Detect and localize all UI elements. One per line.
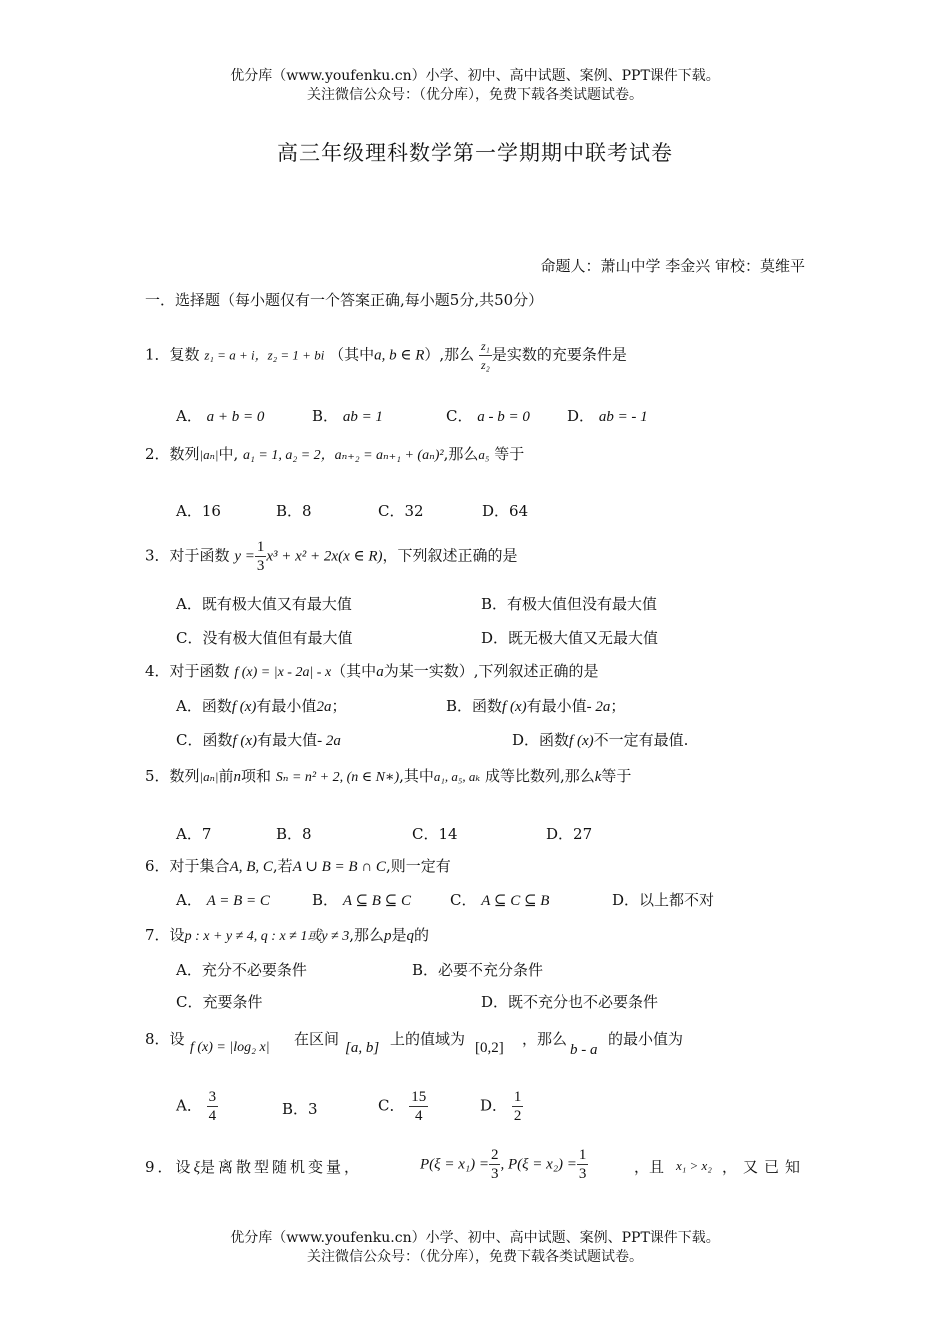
- question-text: 等于: [494, 445, 525, 463]
- option-text: ；: [331, 697, 347, 715]
- question-4: [145, 660, 598, 681]
- option-c: C．充要条件: [176, 993, 263, 1011]
- option-label: D．: [567, 407, 595, 425]
- option-a: [176, 1088, 218, 1125]
- question-9-number: [145, 1156, 362, 1177]
- math-expression: 2a: [316, 699, 332, 715]
- option-c: C．32: [378, 502, 424, 520]
- fraction-numerator: 1: [256, 539, 265, 555]
- option-label: A．: [176, 891, 202, 909]
- question-7: [145, 924, 429, 945]
- question-1: [145, 337, 627, 374]
- fraction-numerator: z₁: [479, 337, 492, 356]
- option-d: D．64: [482, 502, 529, 520]
- fraction-denominator: 4: [208, 1108, 217, 1124]
- option-value: ab = 1: [342, 409, 383, 425]
- option-b: B．8: [276, 502, 312, 520]
- question-number: 9．: [145, 1158, 176, 1176]
- fraction: [207, 1088, 219, 1125]
- question-text: 是实数的充要条件是: [491, 345, 627, 364]
- math-expression: p: [384, 928, 392, 944]
- question-text: 对于集合: [169, 857, 230, 875]
- option-c: [378, 1088, 428, 1125]
- question-text: 是离散型随机变量，: [200, 1158, 363, 1176]
- question-text: 等于: [601, 767, 632, 785]
- fraction: [577, 1146, 589, 1183]
- option-label: C．: [378, 1096, 405, 1115]
- math-expression: f (x): [232, 733, 258, 749]
- option-a: A．7: [176, 825, 212, 843]
- question-number: 1．: [145, 345, 170, 364]
- question-text: （其中: [331, 662, 377, 680]
- option-d: D．既不充分也不必要条件: [481, 993, 659, 1011]
- math-expression: - 2a: [317, 733, 341, 749]
- fraction-denominator: 3: [256, 558, 265, 574]
- math-expression: n: [233, 769, 241, 785]
- question-number: 6．: [145, 857, 170, 875]
- math-expression: x₁ > x₂: [676, 1158, 712, 1173]
- math-expression: a, b ∈ R: [374, 347, 425, 364]
- fraction-numerator: 2: [490, 1147, 499, 1163]
- fraction-denominator: z₂: [480, 358, 490, 372]
- option-label: B．: [312, 891, 339, 909]
- question-number: 3．: [145, 546, 170, 565]
- fraction: [479, 337, 492, 374]
- question-2: [145, 443, 524, 464]
- math-expression: f (x) = |x - 2a| - x: [234, 665, 332, 680]
- question-3: [145, 538, 518, 575]
- option-c: C．14: [412, 825, 458, 843]
- math-expression: a₁, a₅, aₖ: [433, 769, 481, 784]
- option-value: a + b = 0: [206, 409, 265, 425]
- option-a: A．既有极大值又有最大值: [176, 595, 352, 613]
- option-label: D．: [480, 1096, 508, 1115]
- math-expression: f (x): [502, 699, 527, 715]
- option-d: D．以上都不对: [612, 891, 715, 909]
- math-expression: k: [594, 769, 602, 785]
- option-value: ab = - 1: [598, 409, 648, 425]
- math-expression: q: [406, 928, 415, 944]
- option-text: 不一定有最值.: [593, 731, 689, 749]
- math-expression: a₅: [478, 447, 490, 462]
- math-expression: b - a: [570, 1042, 598, 1058]
- option-d: D．既无极大值又无最大值: [481, 629, 659, 647]
- option-label: C．: [450, 891, 477, 909]
- question-text: 复数: [169, 345, 200, 364]
- fraction: [255, 538, 267, 575]
- question-text: 设: [169, 926, 185, 944]
- math-expression: - 2a: [586, 699, 611, 715]
- math-expression: f (x): [569, 733, 594, 749]
- option-text: 有最小值: [256, 697, 317, 715]
- question-text: （其中: [329, 345, 375, 364]
- math-expression: P(ξ = x₁) =: [420, 1156, 489, 1173]
- math-expression: p : x + y ≠ 4, q : x ≠ 1或y ≠ 3: [184, 929, 350, 944]
- footer-line-2: 关注微信公众号：（优分库），免费下载各类试题试卷。: [307, 1249, 643, 1265]
- math-expression: z₁ = a + i，z₂ = 1 + bi: [204, 347, 325, 363]
- option-text: ；: [610, 697, 626, 715]
- question-text: 为某一实数）,下列叙述正确的是: [383, 662, 599, 680]
- option-d: [567, 405, 648, 426]
- footer-line-1: 优分库（www.youfenku.cn）小学、初中、高中试题、案例、PPT课件下载。: [230, 1230, 720, 1246]
- option-label: A．: [176, 1096, 202, 1115]
- question-text: ,则一定有: [385, 857, 451, 875]
- question-text: 是: [391, 926, 407, 944]
- author-line: 命题人：萧山中学 李金兴 审校：莫维平: [540, 257, 805, 275]
- option-text: B．函数: [446, 697, 503, 715]
- question-6: [145, 855, 451, 876]
- fraction: [489, 1146, 501, 1183]
- option-b: [312, 889, 411, 910]
- fraction-numerator: 1: [578, 1147, 587, 1163]
- question-text: ，且: [634, 1158, 665, 1176]
- fraction-numerator: 3: [208, 1089, 217, 1105]
- math-expression: A ∪ B = B ∩ C: [292, 859, 386, 875]
- math-expression: [a, b]: [345, 1040, 380, 1056]
- option-c: C．没有极大值但有最大值: [176, 629, 353, 647]
- option-c: [446, 405, 530, 426]
- question-text: 数列: [169, 445, 200, 463]
- question-text: 对于函数: [169, 546, 230, 565]
- option-b: [446, 695, 625, 716]
- question-text: 的: [414, 926, 430, 944]
- fraction-denominator: 4: [415, 1108, 423, 1124]
- question-9-probabilities: [420, 1146, 588, 1183]
- question-text: ,那么: [349, 926, 385, 944]
- question-text: 在区间: [294, 1030, 340, 1048]
- question-number: 2．: [145, 445, 170, 463]
- option-c: [450, 889, 549, 910]
- option-text: A．函数: [176, 697, 232, 715]
- question-text: 项和: [241, 767, 272, 785]
- option-b: B．3: [282, 1100, 318, 1118]
- question-number: 4．: [145, 662, 170, 680]
- question-text: 设: [169, 1030, 185, 1048]
- fraction-denominator: 3: [490, 1166, 499, 1182]
- fraction-numerator: 1: [513, 1089, 522, 1105]
- option-label: B．: [312, 407, 339, 425]
- option-value: a - b = 0: [477, 409, 530, 425]
- fraction-numerator: 15: [411, 1089, 427, 1105]
- math-expression: a₁ = 1, a₂ = 2，aₙ₊₂ = aₙ₊₁ + (aₙ)²: [243, 448, 444, 463]
- section-heading: 一．选择题（每小题仅有一个答案正确,每小题5分,共50分）: [145, 291, 544, 309]
- math-expression: , P(ξ = x₂) =: [500, 1156, 577, 1173]
- option-text: 有最大值: [257, 731, 318, 749]
- question-text: ,那么: [443, 445, 479, 463]
- question-text: 中,: [218, 445, 239, 463]
- question-text: 前: [218, 767, 234, 785]
- option-d: D．27: [546, 825, 593, 843]
- option-d: [512, 729, 688, 750]
- question-8: [145, 1028, 185, 1049]
- question-text: ，下列叙述正确的是: [382, 546, 518, 565]
- option-text: D．函数: [512, 731, 570, 749]
- math-expression: ξ: [193, 1160, 200, 1176]
- fraction: [409, 1088, 428, 1125]
- question-text: ,其中: [399, 767, 434, 785]
- option-label: A．: [176, 407, 202, 425]
- option-c: [176, 729, 341, 750]
- option-b: B．必要不充分条件: [412, 961, 544, 979]
- option-a: [176, 405, 264, 426]
- question-number: 8．: [145, 1030, 170, 1048]
- question-text: 数列: [169, 767, 200, 785]
- fraction-denominator: 2: [513, 1108, 522, 1124]
- math-expression: f (x): [231, 699, 257, 715]
- fraction-denominator: 3: [578, 1166, 587, 1182]
- math-expression: A, B, C: [229, 859, 273, 875]
- question-text: ,若: [272, 857, 293, 875]
- option-b: [312, 405, 383, 426]
- option-a: [176, 889, 270, 910]
- question-5: [145, 765, 631, 786]
- option-label: C．: [446, 407, 473, 425]
- fraction: [512, 1088, 524, 1125]
- question-text: 的最小值为: [608, 1030, 684, 1048]
- math-expression: |aₙ|: [199, 769, 219, 784]
- math-expression: Sₙ = n² + 2, (n ∈ N∗): [275, 770, 400, 785]
- question-number: 5．: [145, 767, 170, 785]
- math-expression: y =: [234, 548, 255, 565]
- question-text: ，又已知: [722, 1158, 807, 1176]
- math-expression: a: [376, 664, 384, 680]
- option-value: A = B = C: [206, 893, 270, 909]
- math-expression: [0,2]: [475, 1040, 504, 1056]
- question-text: 对于函数: [169, 662, 230, 680]
- header-line-2: 关注微信公众号：（优分库），免费下载各类试题试卷。: [307, 87, 643, 103]
- page-title: 高三年级理科数学第一学期期中联考试卷: [277, 141, 673, 165]
- question-text: 设: [175, 1158, 194, 1176]
- question-text: 上的值域为: [390, 1030, 466, 1048]
- option-value: A ⊆ C ⊆ B: [481, 893, 550, 909]
- header-line-1: 优分库（www.youfenku.cn）小学、初中、高中试题、案例、PPT课件下载。: [230, 68, 720, 84]
- option-a: [176, 695, 346, 716]
- option-a: A．充分不必要条件: [176, 961, 307, 979]
- option-d: [480, 1088, 523, 1125]
- option-text: C．函数: [176, 731, 233, 749]
- option-b: B．有极大值但没有最大值: [481, 595, 658, 613]
- question-text: 成等比数列,那么: [484, 767, 595, 785]
- question-text: ，那么: [522, 1030, 568, 1048]
- option-b: B．8: [276, 825, 312, 843]
- math-expression: x³ + x² + 2x(x ∈ R): [266, 548, 383, 565]
- option-text: 有最小值: [526, 697, 587, 715]
- math-expression: f (x) = |log₂ x|: [190, 1040, 270, 1055]
- option-value: A ⊆ B ⊆ C: [342, 893, 412, 909]
- math-expression: |aₙ|: [199, 447, 219, 462]
- question-number: 7．: [145, 926, 170, 944]
- option-a: A．16: [176, 502, 221, 520]
- question-text: ）,那么: [424, 345, 475, 364]
